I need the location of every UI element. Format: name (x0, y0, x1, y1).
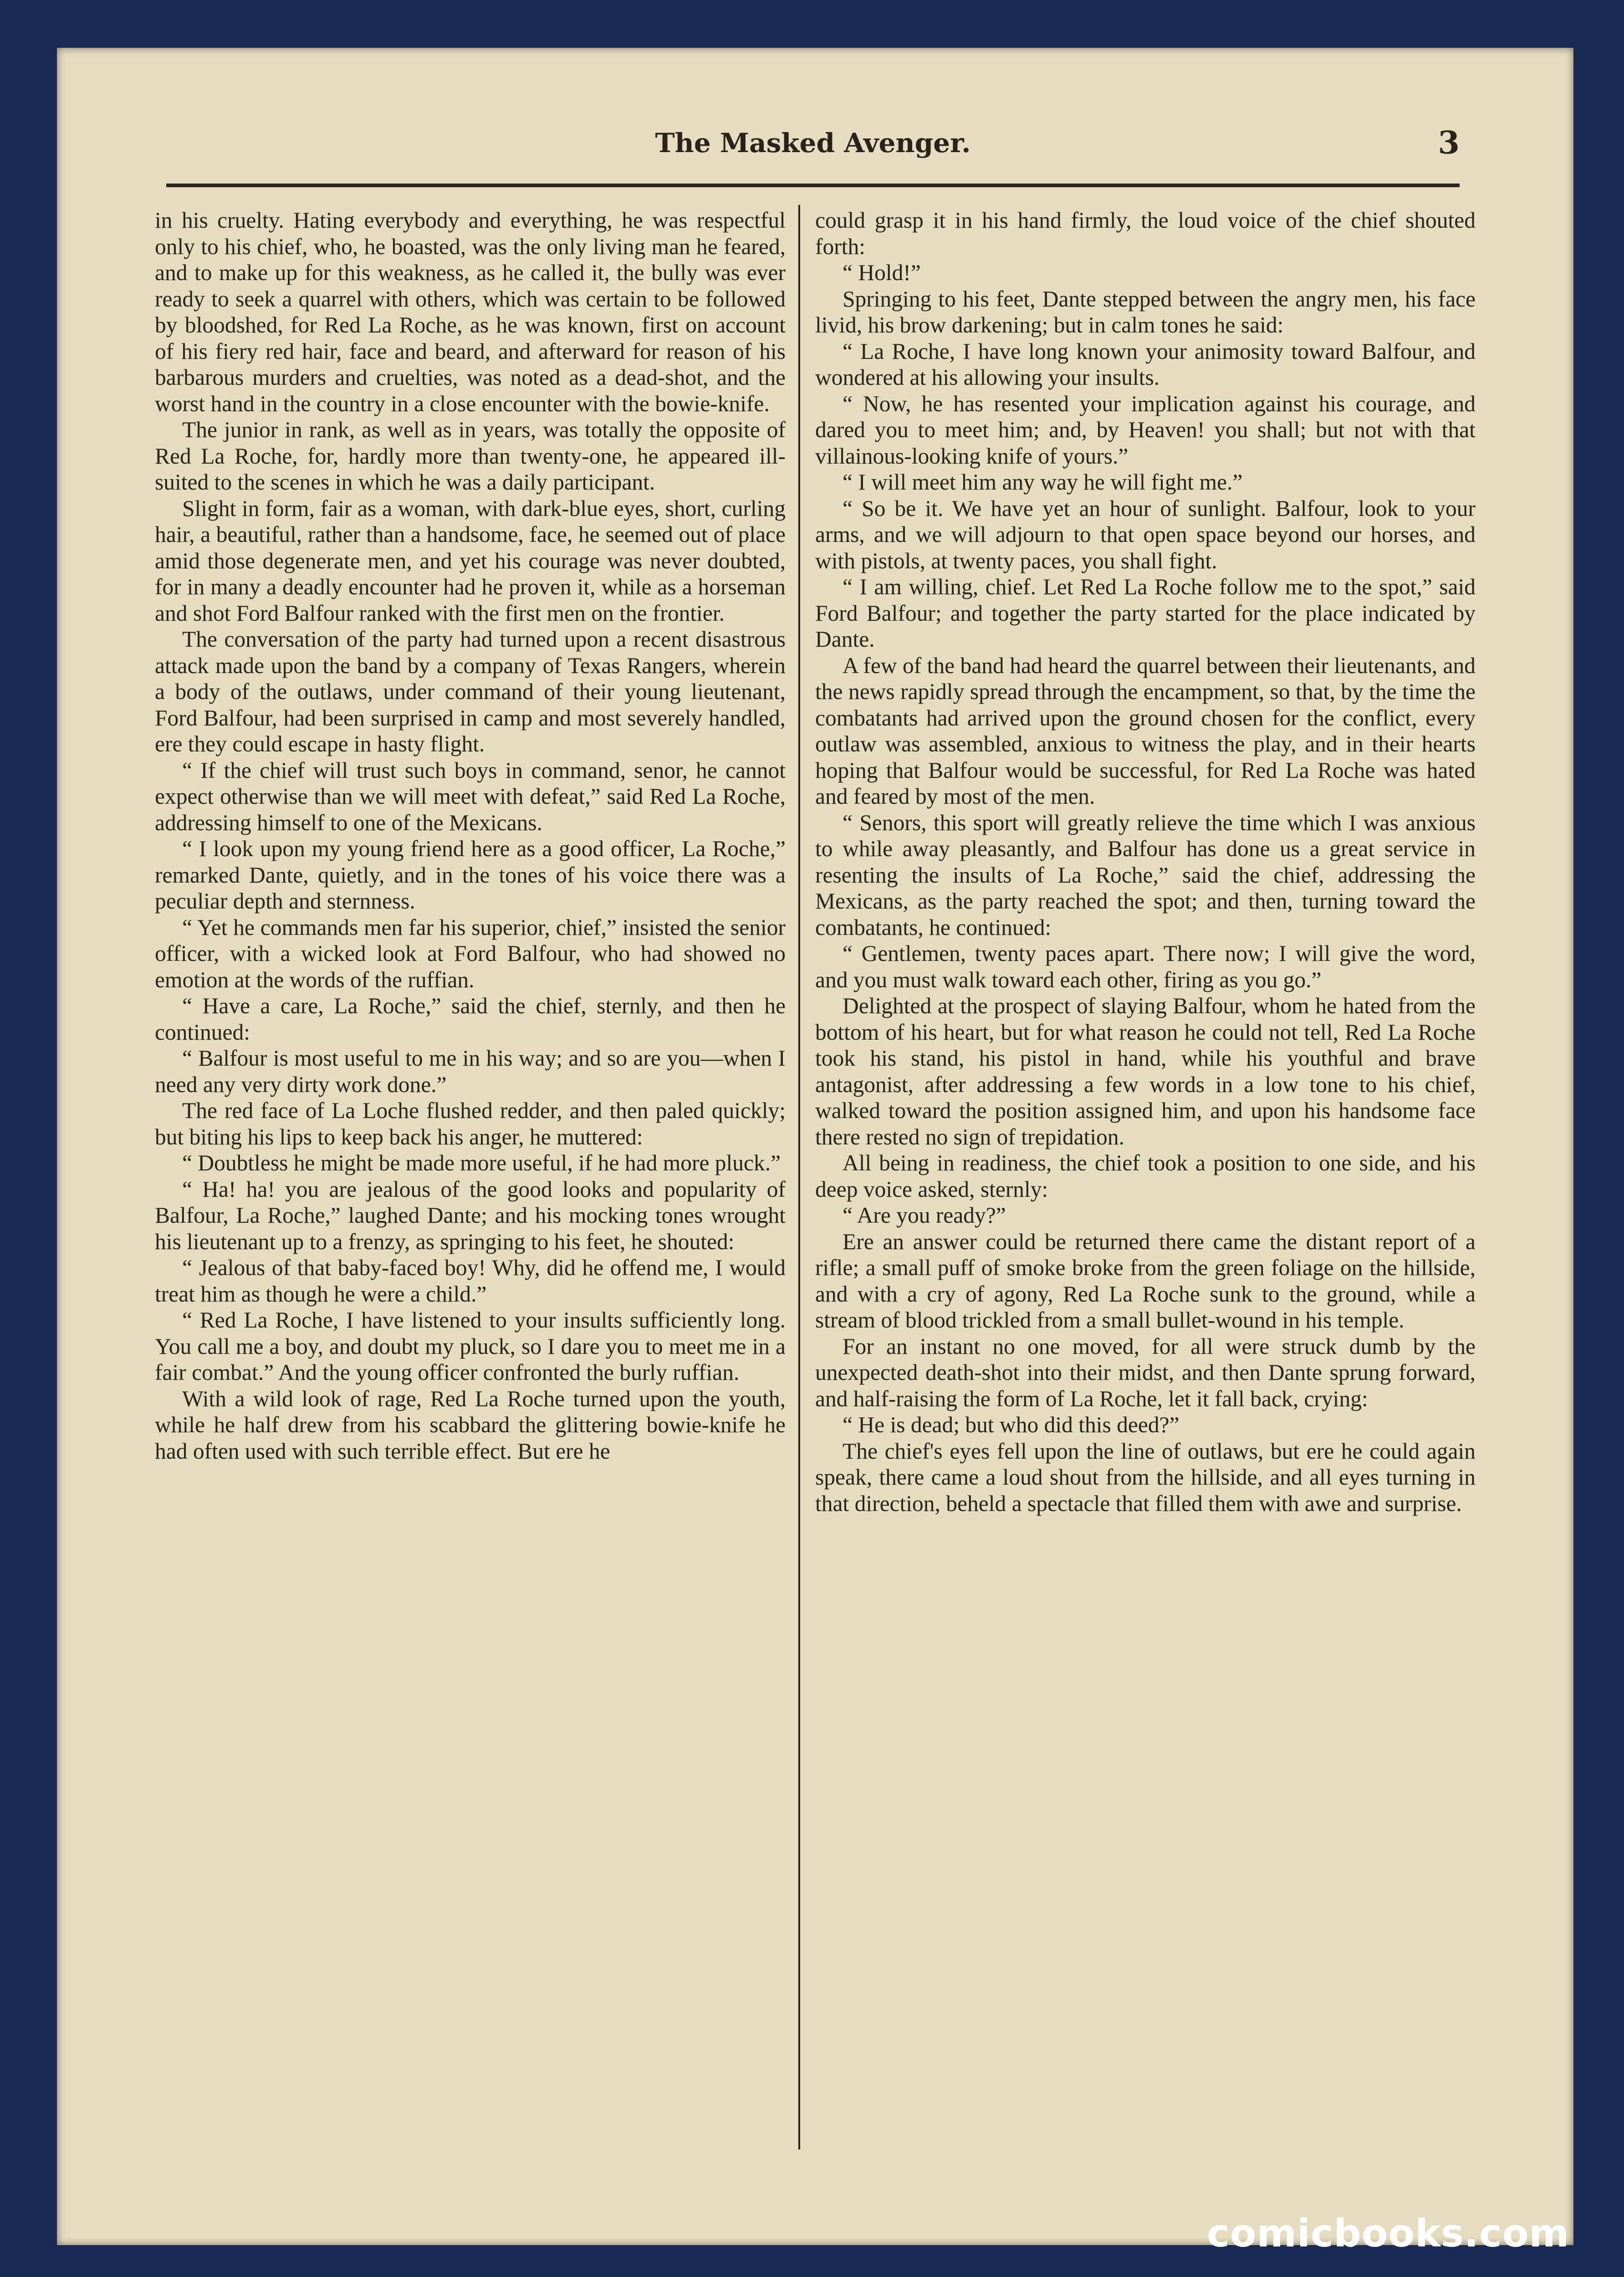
magazine-page (57, 48, 1573, 2245)
paragraph: Springing to his feet, Dante stepped between the angry men, his face livid, his brow darkening; but in calm tones he said: (815, 286, 1476, 337)
paragraph: “ Hold!” (843, 260, 921, 285)
paragraph: “ Balfour is most useful to me in his way; and so are you—when I need any very dirty work done.” (155, 1046, 786, 1097)
paragraph: All being in readiness, the chief took a position to one side, and his deep voice asked, sternly: (815, 1150, 1476, 1202)
paragraph: “ Doubtless he might be made more useful, if he had more pluck.” (182, 1150, 781, 1175)
paragraph: Ere an answer could be returned there came the distant report of a rifle; a small puff of smoke broke from the green foliage on the hillside, and with a cry of agony, Red La Roche sunk to the ground, while a stream of blood trickled from a small bullet-wound in his temple. (815, 1229, 1476, 1333)
paragraph: The red face of La Loche flushed redder, and then paled quickly; but biting his lips to keep back his anger, he muttered: (155, 1098, 786, 1149)
paragraph: The junior in rank, as well as in years, was totally the opposite of Red La Roche, for, hardly more than twenty-one, he appeared ill-suited to the scenes in which he was a daily participant. (155, 417, 786, 495)
paragraph: “ He is dead; but who did this deed?” (843, 1412, 1180, 1437)
paragraph: A few of the band had heard the quarrel between their lieutenants, and the news rapidly spread through the encampment, so that, by the time the combatants had arrived upon the ground chosen for the conflict, every outlaw was assembled, anxious to witness the play, and in their hearts hoping that Balfour would be successful, for Red La Roche was hated and feared by most of the men. (815, 653, 1476, 809)
header-rule (166, 184, 1460, 187)
paragraph: “ Are you ready?” (843, 1203, 1006, 1228)
site-watermark: comicbooks.com (1207, 2211, 1569, 2256)
paragraph: “ I am willing, chief. Let Red La Roche follow me to the spot,” said Ford Balfour; and together the party started for the place indicated by Dante. (815, 574, 1476, 652)
paragraph: in his cruelty. Hating everybody and everything, he was respectful only to his chief, who, he boasted, was the only living man he feared, and to make up for this weakness, as he called it, the bully was ever ready to seek a quarrel with others, which was certain to be followed by bloodshed, for Red La Roche, as he was known, first on account of his fiery red hair, face and beard, and afterward for reason of his barbarous murders and cruelties, was noted as a dead-shot, and the worst hand in the country in a close encounter with the bowie-knife. (155, 208, 786, 416)
paragraph: “ Gentlemen, twenty paces apart. There now; I will give the word, and you must walk toward each other, firing as you go.” (815, 941, 1476, 992)
paragraph: “ La Roche, I have long known your animosity toward Balfour, and wondered at his allowing your insults. (815, 338, 1476, 390)
paragraph: The chief's eyes fell upon the line of outlaws, but ere he could again speak, there came a loud shout from the hillside, and all eyes turning in that direction, beheld a spectacle that filled them with awe and surprise. (815, 1438, 1476, 1516)
paragraph: “ Senors, this sport will greatly relieve the time which I was anxious to while away pleasantly, and Balfour has done us a great service in resenting the insults of La Roche,” said the chief, addressing the Mexicans, as the party reached the spot; and then, turning toward the combatants, he continued: (815, 810, 1476, 940)
page-number: 3 (1438, 125, 1460, 161)
paragraph: For an instant no one moved, for all were struck dumb by the unexpected death-shot into their midst, and then Dante sprung forward, and half-raising the form of La Roche, let it fall back, crying: (815, 1333, 1476, 1411)
left-column (155, 207, 786, 1464)
paragraph: “ Now, he has resented your implication against his courage, and dared you to meet him; and, by Heaven! you shall; but not with that villainous-looking knife of yours.” (815, 391, 1476, 469)
page-header (166, 125, 1460, 161)
paragraph: “ I will meet him any way he will fight me.” (843, 470, 1243, 495)
paragraph: “ Ha! ha! you are jealous of the good looks and popularity of Balfour, La Roche,” laughed Dante; and his mocking tones wrought his lieutenant up to a frenzy, as springing to his feet, he shouted: (155, 1176, 786, 1254)
paragraph: “ Jealous of that baby-faced boy! Why, did he offend me, I would treat him as though he were a child.” (155, 1255, 786, 1307)
paragraph: “ Have a care, La Roche,” said the chief, sternly, and then he continued: (155, 993, 786, 1045)
column-divider (798, 205, 800, 2149)
paragraph: could grasp it in his hand firmly, the loud voice of the chief shouted forth: (815, 208, 1476, 259)
paragraph: “ If the chief will trust such boys in command, senor, he cannot expect otherwise than we will meet with defeat,” said Red La Roche, addressing himself to one of the Mexicans. (155, 757, 786, 835)
paragraph: With a wild look of rage, Red La Roche turned upon the youth, while he half drew from his scabbard the glittering bowie-knife he had often used with such terrible effect. But ere he (155, 1386, 786, 1464)
paragraph: Slight in form, fair as a woman, with dark-blue eyes, short, curling hair, a beautiful, rather than a handsome, face, he seemed out of place amid those degenerate men, and yet his courage was never doubted, for in many a deadly encounter had he proven it, while as a horseman and shot Ford Balfour ranked with the first men on the frontier. (155, 495, 786, 626)
paragraph: “ I look upon my young friend here as a good officer, La Roche,” remarked Dante, quietly, and in the tones of his voice there was a peculiar depth and sternness. (155, 836, 786, 914)
running-title: The Masked Avenger. (655, 128, 971, 158)
paragraph: Delighted at the prospect of slaying Balfour, whom he hated from the bottom of his heart, but for what reason he could not tell, Red La Roche took his stand, his pistol in hand, while his youthful and brave antagonist, after addressing a few words in a low tone to his chief, walked toward the position assigned him, and upon his handsome face there rested no sign of trepidation. (815, 993, 1476, 1149)
paragraph: “ Red La Roche, I have listened to your insults sufficiently long. You call me a boy, and doubt my pluck, so I dare you to meet me in a fair combat.” And the young officer confronted the burly ruffian. (155, 1307, 786, 1385)
paragraph: “ Yet he commands men far his superior, chief,” insisted the senior officer, with a wicked look at Ford Balfour, who had showed no emotion at the words of the ruffian. (155, 914, 786, 992)
right-column (815, 207, 1476, 1516)
paragraph: “ So be it. We have yet an hour of sunlight. Balfour, look to your arms, and we will adjourn to that open space beyond our horses, and with pistols, at twenty paces, you shall fight. (815, 495, 1476, 573)
paragraph: The conversation of the party had turned upon a recent disastrous attack made upon the band by a company of Texas Rangers, wherein a body of the outlaws, under command of their young lieutenant, Ford Balfour, had been surprised in camp and most severely handled, ere they could escape in hasty flight. (155, 627, 786, 756)
